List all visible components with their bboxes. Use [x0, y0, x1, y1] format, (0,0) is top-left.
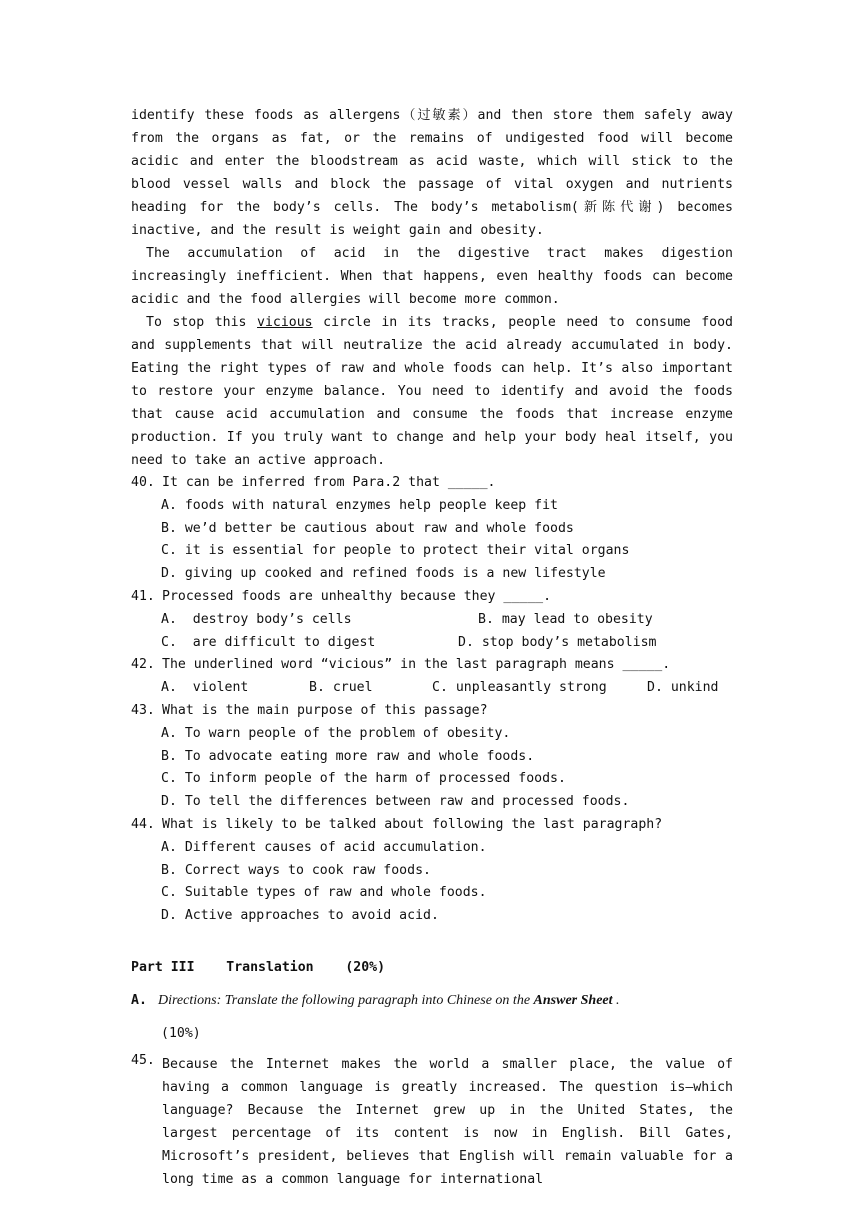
passage-paragraph-1: identify these foods as allergens（过敏素）and then store them safely away from the organs as fat, or the remains of undigested food will become acidic and enter the bloodstream as acid waste, which will stick to the blood vessel walls and block the passage of vital oxygen and nutrients heading for the body’s cells. The body’s metabolism(新陈代谢) becomes inactive, and the result is weight gain and obesity.: [131, 108, 733, 238]
question-41: [131, 586, 733, 654]
question-40: [131, 472, 733, 586]
question-number: 41.: [131, 588, 155, 604]
section-letter: A.: [131, 992, 147, 1008]
option-a: A. Different causes of acid accumulation.: [161, 839, 487, 855]
question-number: 44.: [131, 816, 155, 832]
option-a: A. violent: [161, 680, 249, 696]
question-stem: The underlined word “vicious” in the last paragraph means _____.: [162, 657, 671, 673]
option-b: B. To advocate eating more raw and whole foods.: [161, 748, 535, 764]
option-c: C. Suitable types of raw and whole foods.: [161, 885, 487, 901]
question-44: [131, 814, 733, 928]
question-stem: It can be inferred from Para.2 that _____.: [162, 475, 496, 490]
question-42: [131, 654, 733, 700]
option-c: C. are difficult to digest: [161, 634, 376, 650]
section-a-directions: [131, 990, 733, 1012]
question-45: [131, 1053, 733, 1191]
p3-text-after: circle in its tracks, people need to consume food and supplements that will neutralize the acid already accumulated in body. Eating the right types of raw and whole foods can help. It’s also important to restore your enzyme balance. You need to identify and avoid the foods that cause acid accumulation and consume the foods that increase enzyme production. If you truly want to change and help your body heal itself, you need to take an active approach.: [131, 315, 734, 468]
option-d: D. Active approaches to avoid acid.: [161, 908, 439, 924]
question-stem: What is likely to be talked about following the last paragraph?: [162, 816, 663, 832]
passage-paragraph-3: [131, 311, 733, 472]
question-stem: Processed foods are unhealthy because they _____.: [162, 588, 552, 604]
option-c: C. it is essential for people to protect their vital organs: [161, 543, 630, 559]
option-b: B. we’d better be cautious about raw and whole foods: [161, 520, 574, 536]
option-d: D. stop body’s metabolism: [458, 634, 657, 650]
p3-text-before: To stop this: [146, 315, 258, 330]
question-43: [131, 700, 733, 814]
part-3-heading: Part III Translation (20%): [131, 959, 386, 975]
option-c: C. unpleasantly strong: [432, 680, 607, 696]
directions-text: [158, 990, 620, 1012]
option-a: A. destroy body’s cells: [161, 611, 352, 627]
question-stem: What is the main purpose of this passage?: [162, 702, 488, 718]
translation-paragraph: Because the Internet makes the world a smaller place, the value of having a common language is greatly increased. The question is—which language? Because the Internet grew up in the United States, the largest percentage of its content is now in English. Bill Gates, Microsoft’s president, believes that English will remain valuable for a long time as a common language for international: [162, 1056, 733, 1187]
directions-end: .: [612, 992, 620, 1008]
option-d: D. unkind: [647, 680, 719, 696]
option-d: D. To tell the differences between raw and processed foods.: [161, 794, 630, 810]
question-number: 45.: [131, 1052, 155, 1068]
directions-body: Directions: Translate the following paragraph into Chinese on the: [158, 992, 534, 1008]
option-d: D. giving up cooked and refined foods is a new lifestyle: [161, 566, 606, 582]
option-b: B. may lead to obesity: [478, 611, 653, 627]
exam-page: [131, 104, 733, 1191]
option-b: B. cruel: [309, 680, 373, 696]
option-a: A. To warn people of the problem of obesity.: [161, 725, 511, 741]
passage-paragraph-2: The accumulation of acid in the digestive tract makes digestion increasingly inefficient. When that happens, even healthy foods can become acidic and the food allergies will become more common.: [131, 246, 733, 307]
question-number: 43.: [131, 702, 155, 718]
answer-sheet-label: Answer Sheet: [533, 992, 613, 1008]
section-a-points: (10%): [161, 1025, 201, 1041]
question-number: 40.: [131, 475, 155, 490]
option-a: A. foods with natural enzymes help people keep fit: [161, 497, 558, 513]
underlined-word: vicious: [257, 315, 313, 330]
question-number: 42.: [131, 657, 155, 673]
option-c: C. To inform people of the harm of processed foods.: [161, 771, 566, 787]
option-b: B. Correct ways to cook raw foods.: [161, 862, 431, 878]
